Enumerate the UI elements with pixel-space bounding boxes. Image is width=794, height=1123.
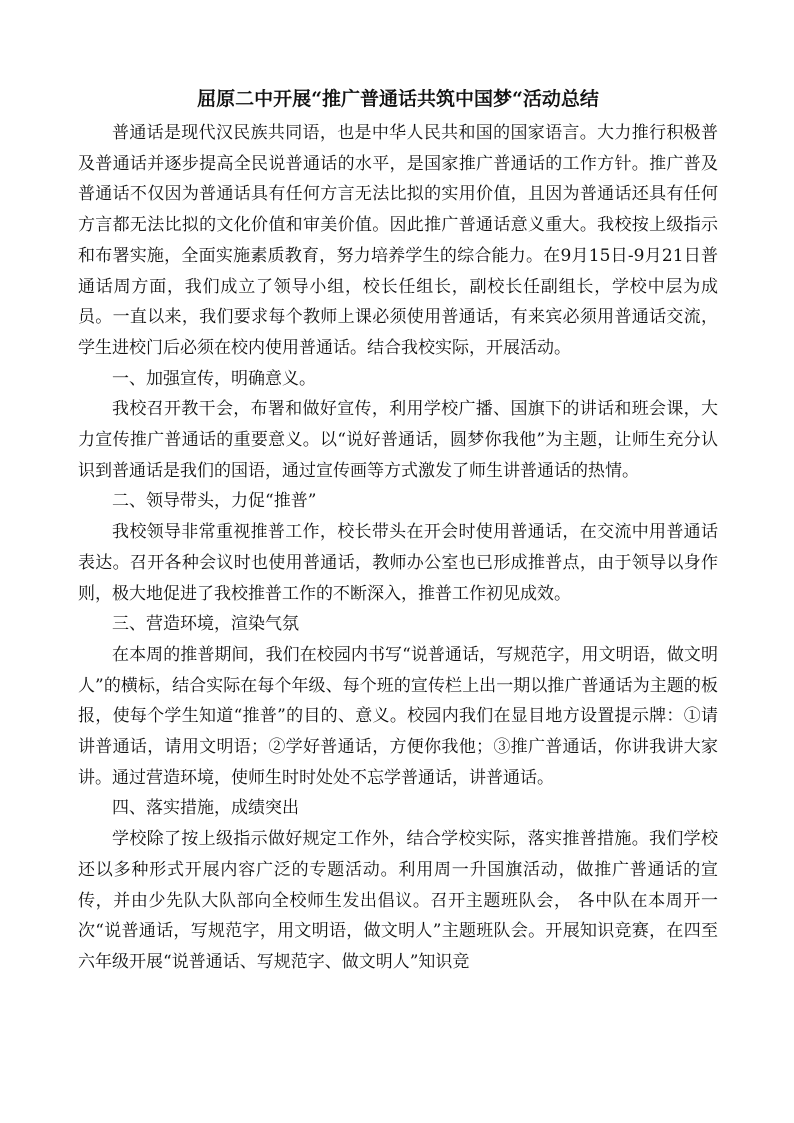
- section-heading-3: 三、营造环境，渲染气氛: [112, 614, 299, 635]
- section-heading-1: 一、加强宣传，明确意义。: [112, 368, 316, 389]
- section-paragraph-3: 在本周的推普期间，我们在校园内书写“说普通话，写规范字，用文明语，做文明人”的横标，结合实际在每个年级、每个班的宣传栏上出一期以推广普通话为主题的板报，使每个学生知道“推普”的目的、意义。校园内我们在显目地方设置提示牌：①请讲普通话，请用文明语；②学好普通话，方便你我他；③推广普通话，你讲我讲大家讲。通过营造环境，使师生时时处处不忘学普通话，讲普通话。: [78, 644, 718, 788]
- section-heading-4: 四、落实措施，成绩突出: [112, 798, 299, 819]
- section-heading-2: 二、领导带头，力促“推普”: [112, 491, 317, 512]
- section-paragraph-1: 我校召开教干会，布署和做好宣传，利用学校广播、国旗下的讲话和班会课，大力宣传推广普通话的重要意义。以“说好普通话，圆梦你我他”为主题，让师生充分认识到普通话是我们的国语，通过宣传画等方式激发了师生讲普通话的热情。: [78, 399, 718, 481]
- document-page: [78, 82, 718, 978]
- intro-paragraph: 普通话是现代汉民族共同语，也是中华人民共和国的国家语言。大力推行积极普及普通话并逐步提高全民说普通话的水平，是国家推广普通话的工作方针。推广普及普通话不仅因为普通话具有任何方言无法比拟的实用价值，且因为普通话还具有任何方言都无法比拟的文化价值和审美价值。因此推广普通话意义重大。我校按上级指示和布署实施，全面实施素质教育，努力培养学生的综合能力。在9月15日-9月21日普通话周方面，我们成立了领导小组，校长任组长，副校长任副组长，学校中层为成员。一直以来，我们要求每个教师上课必须使用普通话，有来宾必须用普通话交流，学生进校门后必须在校内使用普通话。结合我校实际，开展活动。: [78, 123, 718, 358]
- document-title: 屈原二中开展“推广普通话共筑中国梦“活动总结: [197, 88, 599, 110]
- section-paragraph-4: 学校除了按上级指示做好规定工作外，结合学校实际，落实推普措施。我们学校还以多种形式开展内容广泛的专题活动。利用周一升国旗活动，做推广普通话的宣传，并由少先队大队部向全校师生发出倡议。召开主题班队会， 各中队在本周开一次“说普通话，写规范字，用文明语，做文明人”主题班队会。开展知识竞赛，在四至六年级开展“说普通话、写规范字、做文明人”知识竞: [78, 829, 718, 972]
- section-paragraph-2: 我校领导非常重视推普工作，校长带头在开会时使用普通话，在交流中用普通话表达。召开各种会议时也使用普通话，教师办公室也已形成推普点，由于领导以身作则，极大地促进了我校推普工作的不断深入，推普工作初见成效。: [78, 522, 718, 604]
